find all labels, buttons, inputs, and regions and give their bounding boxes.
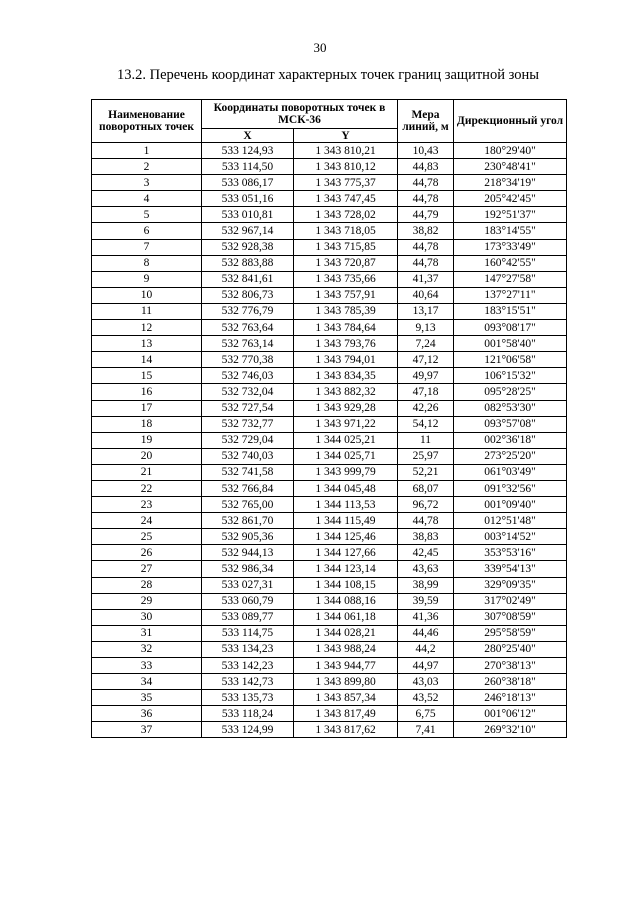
point-number-cell: 24	[92, 513, 202, 529]
line-measure-cell: 43,52	[398, 690, 454, 706]
line-measure-cell: 68,07	[398, 480, 454, 496]
direction-angle-cell: 280°25'40"	[454, 641, 567, 657]
point-number-cell: 1	[92, 143, 202, 159]
y-coordinate-cell: 1 344 045,48	[294, 480, 398, 496]
y-coordinate-cell: 1 343 735,66	[294, 271, 398, 287]
table-row	[92, 416, 567, 432]
point-number-cell: 33	[92, 658, 202, 674]
y-coordinate-cell: 1 343 747,45	[294, 191, 398, 207]
direction-angle-cell: 183°14'55"	[454, 223, 567, 239]
direction-angle-cell: 003°14'52"	[454, 529, 567, 545]
y-coordinate-cell: 1 343 728,02	[294, 207, 398, 223]
x-coordinate-cell: 533 027,31	[202, 577, 294, 593]
direction-angle-cell: 260°38'18"	[454, 674, 567, 690]
line-measure-cell: 40,64	[398, 287, 454, 303]
x-coordinate-cell: 533 114,50	[202, 159, 294, 175]
point-number-cell: 27	[92, 561, 202, 577]
table-row	[92, 432, 567, 448]
point-number-cell: 3	[92, 175, 202, 191]
point-number-cell: 26	[92, 545, 202, 561]
table-row	[92, 143, 567, 159]
y-coordinate-cell: 1 344 061,18	[294, 609, 398, 625]
x-coordinate-cell: 533 089,77	[202, 609, 294, 625]
y-coordinate-cell: 1 343 810,21	[294, 143, 398, 159]
x-coordinate-cell: 533 086,17	[202, 175, 294, 191]
y-coordinate-cell: 1 343 971,22	[294, 416, 398, 432]
point-number-cell: 2	[92, 159, 202, 175]
direction-angle-cell: 273°25'20"	[454, 448, 567, 464]
direction-angle-cell: 183°15'51"	[454, 303, 567, 319]
line-measure-cell: 9,13	[398, 320, 454, 336]
x-coordinate-cell: 532 905,36	[202, 529, 294, 545]
table-row	[92, 690, 567, 706]
point-number-cell: 13	[92, 336, 202, 352]
x-coordinate-cell: 533 135,73	[202, 690, 294, 706]
line-measure-cell: 41,36	[398, 609, 454, 625]
line-measure-cell: 44,97	[398, 658, 454, 674]
x-coordinate-cell: 532 732,04	[202, 384, 294, 400]
x-coordinate-cell: 532 770,38	[202, 352, 294, 368]
header-measure: Мера линий, м	[398, 100, 454, 143]
point-number-cell: 18	[92, 416, 202, 432]
x-coordinate-cell: 533 142,73	[202, 674, 294, 690]
table-row	[92, 287, 567, 303]
direction-angle-cell: 307°08'59"	[454, 609, 567, 625]
y-coordinate-cell: 1 344 113,53	[294, 497, 398, 513]
y-coordinate-cell: 1 344 125,46	[294, 529, 398, 545]
point-number-cell: 15	[92, 368, 202, 384]
header-point-name: Наименование поворотных точек	[92, 100, 202, 143]
line-measure-cell: 42,26	[398, 400, 454, 416]
line-measure-cell: 6,75	[398, 706, 454, 722]
line-measure-cell: 7,24	[398, 336, 454, 352]
table-body	[92, 143, 567, 738]
x-coordinate-cell: 532 741,58	[202, 464, 294, 480]
table-row	[92, 545, 567, 561]
direction-angle-cell: 269°32'10"	[454, 722, 567, 738]
table-row	[92, 336, 567, 352]
x-coordinate-cell: 533 118,24	[202, 706, 294, 722]
line-measure-cell: 44,83	[398, 159, 454, 175]
line-measure-cell: 43,63	[398, 561, 454, 577]
header-y: Y	[294, 129, 398, 143]
table-row	[92, 529, 567, 545]
line-measure-cell: 44,2	[398, 641, 454, 657]
line-measure-cell: 25,97	[398, 448, 454, 464]
line-measure-cell: 96,72	[398, 497, 454, 513]
line-measure-cell: 38,83	[398, 529, 454, 545]
point-number-cell: 32	[92, 641, 202, 657]
table-row	[92, 625, 567, 641]
x-coordinate-cell: 532 763,64	[202, 320, 294, 336]
x-coordinate-cell: 532 732,77	[202, 416, 294, 432]
y-coordinate-cell: 1 343 810,12	[294, 159, 398, 175]
x-coordinate-cell: 532 967,14	[202, 223, 294, 239]
direction-angle-cell: 339°54'13"	[454, 561, 567, 577]
line-measure-cell: 11	[398, 432, 454, 448]
point-number-cell: 6	[92, 223, 202, 239]
direction-angle-cell: 180°29'40"	[454, 143, 567, 159]
point-number-cell: 23	[92, 497, 202, 513]
header-coordinates: Координаты поворотных точек в МСК-36	[202, 100, 398, 129]
x-coordinate-cell: 533 124,93	[202, 143, 294, 159]
table-row	[92, 658, 567, 674]
direction-angle-cell: 001°09'40"	[454, 497, 567, 513]
point-number-cell: 16	[92, 384, 202, 400]
section-title: 13.2. Перечень координат характерных точек границ защитной зоны	[117, 67, 539, 83]
point-number-cell: 21	[92, 464, 202, 480]
x-coordinate-cell: 533 134,23	[202, 641, 294, 657]
point-number-cell: 29	[92, 593, 202, 609]
x-coordinate-cell: 532 861,70	[202, 513, 294, 529]
table-row	[92, 577, 567, 593]
y-coordinate-cell: 1 344 127,66	[294, 545, 398, 561]
table-row	[92, 352, 567, 368]
point-number-cell: 37	[92, 722, 202, 738]
y-coordinate-cell: 1 343 999,79	[294, 464, 398, 480]
table-row	[92, 480, 567, 496]
line-measure-cell: 44,46	[398, 625, 454, 641]
point-number-cell: 28	[92, 577, 202, 593]
x-coordinate-cell: 533 010,81	[202, 207, 294, 223]
table-row	[92, 159, 567, 175]
x-coordinate-cell: 533 142,23	[202, 658, 294, 674]
x-coordinate-cell: 532 944,13	[202, 545, 294, 561]
y-coordinate-cell: 1 344 088,16	[294, 593, 398, 609]
table-row	[92, 223, 567, 239]
point-number-cell: 8	[92, 255, 202, 271]
x-coordinate-cell: 532 763,14	[202, 336, 294, 352]
y-coordinate-cell: 1 343 715,85	[294, 239, 398, 255]
direction-angle-cell: 137°27'11"	[454, 287, 567, 303]
line-measure-cell: 47,12	[398, 352, 454, 368]
line-measure-cell: 44,78	[398, 191, 454, 207]
y-coordinate-cell: 1 343 785,39	[294, 303, 398, 319]
y-coordinate-cell: 1 343 757,91	[294, 287, 398, 303]
y-coordinate-cell: 1 343 794,01	[294, 352, 398, 368]
table-row	[92, 271, 567, 287]
point-number-cell: 11	[92, 303, 202, 319]
direction-angle-cell: 218°34'19"	[454, 175, 567, 191]
table-row	[92, 175, 567, 191]
point-number-cell: 22	[92, 480, 202, 496]
direction-angle-cell: 173°33'49"	[454, 239, 567, 255]
direction-angle-cell: 353°53'16"	[454, 545, 567, 561]
x-coordinate-cell: 532 928,38	[202, 239, 294, 255]
point-number-cell: 30	[92, 609, 202, 625]
line-measure-cell: 54,12	[398, 416, 454, 432]
direction-angle-cell: 121°06'58"	[454, 352, 567, 368]
point-number-cell: 10	[92, 287, 202, 303]
x-coordinate-cell: 533 114,75	[202, 625, 294, 641]
point-number-cell: 17	[92, 400, 202, 416]
y-coordinate-cell: 1 344 108,15	[294, 577, 398, 593]
line-measure-cell: 10,43	[398, 143, 454, 159]
line-measure-cell: 44,78	[398, 255, 454, 271]
table-row	[92, 239, 567, 255]
point-number-cell: 31	[92, 625, 202, 641]
point-number-cell: 14	[92, 352, 202, 368]
x-coordinate-cell: 532 729,04	[202, 432, 294, 448]
point-number-cell: 5	[92, 207, 202, 223]
x-coordinate-cell: 532 740,03	[202, 448, 294, 464]
x-coordinate-cell: 532 727,54	[202, 400, 294, 416]
direction-angle-cell: 230°48'41"	[454, 159, 567, 175]
direction-angle-cell: 001°58'40"	[454, 336, 567, 352]
x-coordinate-cell: 533 060,79	[202, 593, 294, 609]
line-measure-cell: 7,41	[398, 722, 454, 738]
y-coordinate-cell: 1 343 899,80	[294, 674, 398, 690]
y-coordinate-cell: 1 344 025,71	[294, 448, 398, 464]
table-row	[92, 448, 567, 464]
direction-angle-cell: 270°38'13"	[454, 658, 567, 674]
y-coordinate-cell: 1 344 025,21	[294, 432, 398, 448]
direction-angle-cell: 160°42'55"	[454, 255, 567, 271]
line-measure-cell: 43,03	[398, 674, 454, 690]
y-coordinate-cell: 1 343 817,49	[294, 706, 398, 722]
y-coordinate-cell: 1 343 718,05	[294, 223, 398, 239]
direction-angle-cell: 001°06'12"	[454, 706, 567, 722]
x-coordinate-cell: 532 776,79	[202, 303, 294, 319]
line-measure-cell: 39,59	[398, 593, 454, 609]
direction-angle-cell: 093°57'08"	[454, 416, 567, 432]
direction-angle-cell: 082°53'30"	[454, 400, 567, 416]
header-direction: Дирекционный угол	[454, 100, 567, 143]
y-coordinate-cell: 1 343 988,24	[294, 641, 398, 657]
direction-angle-cell: 106°15'32"	[454, 368, 567, 384]
x-coordinate-cell: 533 051,16	[202, 191, 294, 207]
point-number-cell: 9	[92, 271, 202, 287]
y-coordinate-cell: 1 343 929,28	[294, 400, 398, 416]
y-coordinate-cell: 1 343 784,64	[294, 320, 398, 336]
point-number-cell: 7	[92, 239, 202, 255]
line-measure-cell: 38,99	[398, 577, 454, 593]
direction-angle-cell: 317°02'49"	[454, 593, 567, 609]
table-row	[92, 722, 567, 738]
direction-angle-cell: 147°27'58"	[454, 271, 567, 287]
line-measure-cell: 47,18	[398, 384, 454, 400]
table-row	[92, 207, 567, 223]
line-measure-cell: 41,37	[398, 271, 454, 287]
y-coordinate-cell: 1 344 115,49	[294, 513, 398, 529]
point-number-cell: 25	[92, 529, 202, 545]
point-number-cell: 4	[92, 191, 202, 207]
y-coordinate-cell: 1 343 720,87	[294, 255, 398, 271]
line-measure-cell: 49,97	[398, 368, 454, 384]
direction-angle-cell: 246°18'13"	[454, 690, 567, 706]
direction-angle-cell: 295°58'59"	[454, 625, 567, 641]
y-coordinate-cell: 1 343 775,37	[294, 175, 398, 191]
line-measure-cell: 44,78	[398, 175, 454, 191]
point-number-cell: 20	[92, 448, 202, 464]
line-measure-cell: 13,17	[398, 303, 454, 319]
direction-angle-cell: 091°32'56"	[454, 480, 567, 496]
page-number: 30	[313, 40, 327, 55]
table-row	[92, 191, 567, 207]
direction-angle-cell: 095°28'25"	[454, 384, 567, 400]
y-coordinate-cell: 1 343 857,34	[294, 690, 398, 706]
x-coordinate-cell: 532 765,00	[202, 497, 294, 513]
table-row	[92, 497, 567, 513]
table-row	[92, 706, 567, 722]
y-coordinate-cell: 1 343 793,76	[294, 336, 398, 352]
y-coordinate-cell: 1 343 944,77	[294, 658, 398, 674]
y-coordinate-cell: 1 343 882,32	[294, 384, 398, 400]
point-number-cell: 36	[92, 706, 202, 722]
table-row	[92, 561, 567, 577]
x-coordinate-cell: 532 986,34	[202, 561, 294, 577]
table-row	[92, 593, 567, 609]
direction-angle-cell: 205°42'45"	[454, 191, 567, 207]
table-row	[92, 320, 567, 336]
x-coordinate-cell: 532 841,61	[202, 271, 294, 287]
line-measure-cell: 44,78	[398, 239, 454, 255]
direction-angle-cell: 192°51'37"	[454, 207, 567, 223]
direction-angle-cell: 061°03'49"	[454, 464, 567, 480]
table-header	[92, 100, 567, 143]
point-number-cell: 12	[92, 320, 202, 336]
table-row	[92, 464, 567, 480]
x-coordinate-cell: 533 124,99	[202, 722, 294, 738]
direction-angle-cell: 093°08'17"	[454, 320, 567, 336]
direction-angle-cell: 002°36'18"	[454, 432, 567, 448]
y-coordinate-cell: 1 343 834,35	[294, 368, 398, 384]
coordinates-table	[91, 99, 567, 738]
header-x: X	[202, 129, 294, 143]
x-coordinate-cell: 532 746,03	[202, 368, 294, 384]
table-row	[92, 513, 567, 529]
line-measure-cell: 44,79	[398, 207, 454, 223]
x-coordinate-cell: 532 883,88	[202, 255, 294, 271]
x-coordinate-cell: 532 806,73	[202, 287, 294, 303]
line-measure-cell: 42,45	[398, 545, 454, 561]
line-measure-cell: 44,78	[398, 513, 454, 529]
direction-angle-cell: 329°09'35"	[454, 577, 567, 593]
direction-angle-cell: 012°51'48"	[454, 513, 567, 529]
point-number-cell: 35	[92, 690, 202, 706]
line-measure-cell: 38,82	[398, 223, 454, 239]
point-number-cell: 19	[92, 432, 202, 448]
y-coordinate-cell: 1 343 817,62	[294, 722, 398, 738]
table-row	[92, 400, 567, 416]
y-coordinate-cell: 1 344 028,21	[294, 625, 398, 641]
table-row	[92, 609, 567, 625]
line-measure-cell: 52,21	[398, 464, 454, 480]
y-coordinate-cell: 1 344 123,14	[294, 561, 398, 577]
table-row	[92, 641, 567, 657]
table-row	[92, 255, 567, 271]
table-row	[92, 368, 567, 384]
point-number-cell: 34	[92, 674, 202, 690]
table-row	[92, 384, 567, 400]
x-coordinate-cell: 532 766,84	[202, 480, 294, 496]
table-row	[92, 674, 567, 690]
table-row	[92, 303, 567, 319]
